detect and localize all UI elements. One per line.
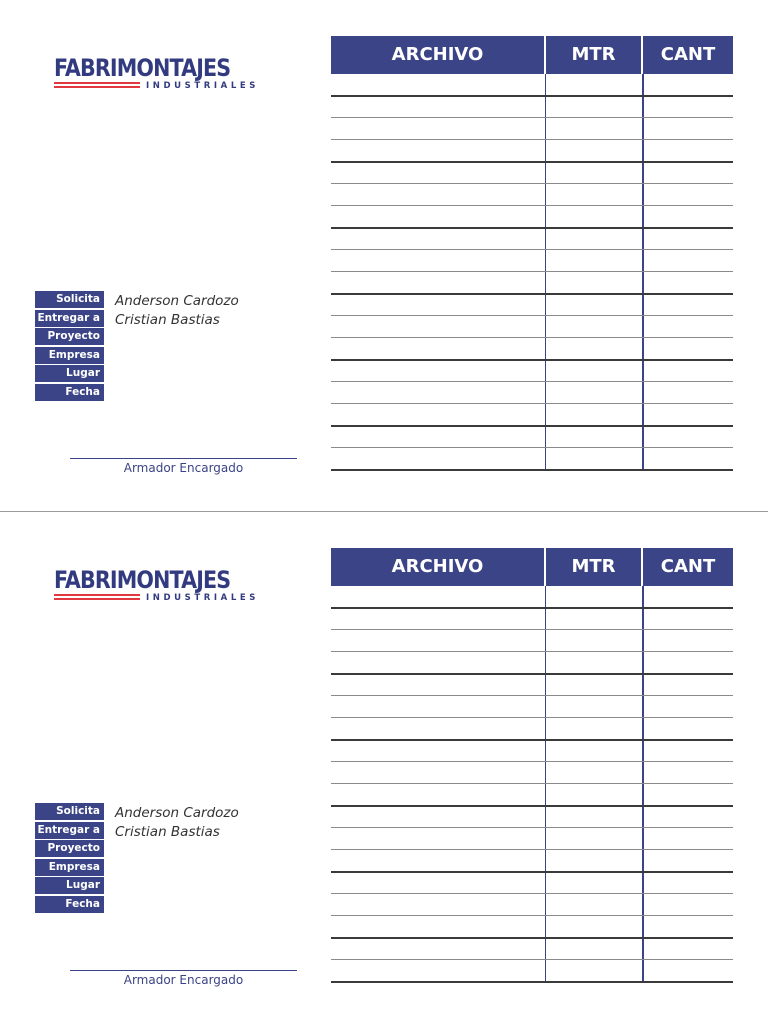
- table-row: [331, 937, 733, 939]
- logo-sub-text: INDUSTRIALES: [146, 81, 259, 91]
- signature-label: Armador Encargado: [123, 973, 244, 987]
- field-labels: [35, 803, 104, 915]
- table-row: [331, 117, 733, 118]
- label-entregar-a: Entregar a: [35, 310, 104, 327]
- signature-line: [70, 970, 297, 971]
- table-row: [331, 183, 733, 184]
- table-row: [331, 381, 733, 382]
- signature-line: [70, 458, 297, 459]
- table-row: [331, 893, 733, 894]
- table-row: [331, 915, 733, 916]
- label-lugar: Lugar: [35, 365, 104, 382]
- table-row: [331, 695, 733, 696]
- table-row: [331, 673, 733, 675]
- table-row: [331, 315, 733, 316]
- label-solicita: Solicita: [35, 803, 104, 820]
- table-row: [331, 717, 733, 718]
- table-row: [331, 981, 733, 983]
- header-archivo: ARCHIVO: [331, 548, 544, 586]
- table-row: [331, 651, 733, 652]
- table-row: [331, 469, 733, 471]
- table-rows: [331, 586, 733, 982]
- label-fecha: Fecha: [35, 896, 104, 913]
- table-row: [331, 783, 733, 784]
- table-row: [331, 227, 733, 229]
- table-row: [331, 827, 733, 828]
- parts-table: [331, 36, 733, 470]
- logo-main-text: FABRIMONTAJES: [54, 54, 231, 82]
- table-row: [331, 161, 733, 163]
- table-row: [331, 959, 733, 960]
- value-entregar-a: Cristian Bastias: [115, 824, 220, 840]
- table-row: [331, 359, 733, 361]
- table-header: [331, 548, 733, 586]
- table-row: [331, 739, 733, 741]
- label-empresa: Empresa: [35, 859, 104, 876]
- field-labels: [35, 291, 104, 403]
- table-row: [331, 871, 733, 873]
- header-mtr: MTR: [546, 548, 641, 586]
- table-row: [331, 205, 733, 206]
- value-entregar-a: Cristian Bastias: [115, 312, 220, 328]
- table-row: [331, 805, 733, 807]
- label-fecha: Fecha: [35, 384, 104, 401]
- table-row: [331, 249, 733, 250]
- label-empresa: Empresa: [35, 347, 104, 364]
- table-row: [331, 95, 733, 97]
- logo-stripes: [54, 594, 140, 602]
- table-row: [331, 271, 733, 272]
- order-form-bottom: [0, 512, 768, 1024]
- signature-label: Armador Encargado: [123, 461, 244, 475]
- table-row: [331, 447, 733, 448]
- table-row: [331, 849, 733, 850]
- header-cant: CANT: [643, 548, 733, 586]
- table-row: [331, 425, 733, 427]
- table-row: [331, 403, 733, 404]
- table-row: [331, 607, 733, 609]
- table-row: [331, 293, 733, 295]
- company-logo: [54, 54, 258, 94]
- header-archivo: ARCHIVO: [331, 36, 544, 74]
- table-row: [331, 139, 733, 140]
- table-row: [331, 337, 733, 338]
- column-divider: [642, 74, 644, 470]
- column-divider: [642, 586, 644, 982]
- table-header: [331, 36, 733, 74]
- field-values: [115, 804, 239, 842]
- value-solicita: Anderson Cardozo: [115, 805, 239, 821]
- table-rows: [331, 74, 733, 470]
- table-row: [331, 761, 733, 762]
- company-logo: [54, 566, 258, 606]
- field-values: [115, 292, 239, 330]
- label-proyecto: Proyecto: [35, 840, 104, 857]
- label-entregar-a: Entregar a: [35, 822, 104, 839]
- value-solicita: Anderson Cardozo: [115, 293, 239, 309]
- logo-sub-text: INDUSTRIALES: [146, 593, 259, 603]
- logo-stripes: [54, 82, 140, 90]
- label-solicita: Solicita: [35, 291, 104, 308]
- logo-main-text: FABRIMONTAJES: [54, 566, 231, 594]
- label-proyecto: Proyecto: [35, 328, 104, 345]
- column-divider: [545, 586, 546, 982]
- header-mtr: MTR: [546, 36, 641, 74]
- label-lugar: Lugar: [35, 877, 104, 894]
- header-cant: CANT: [643, 36, 733, 74]
- column-divider: [545, 74, 546, 470]
- table-row: [331, 629, 733, 630]
- parts-table: [331, 548, 733, 982]
